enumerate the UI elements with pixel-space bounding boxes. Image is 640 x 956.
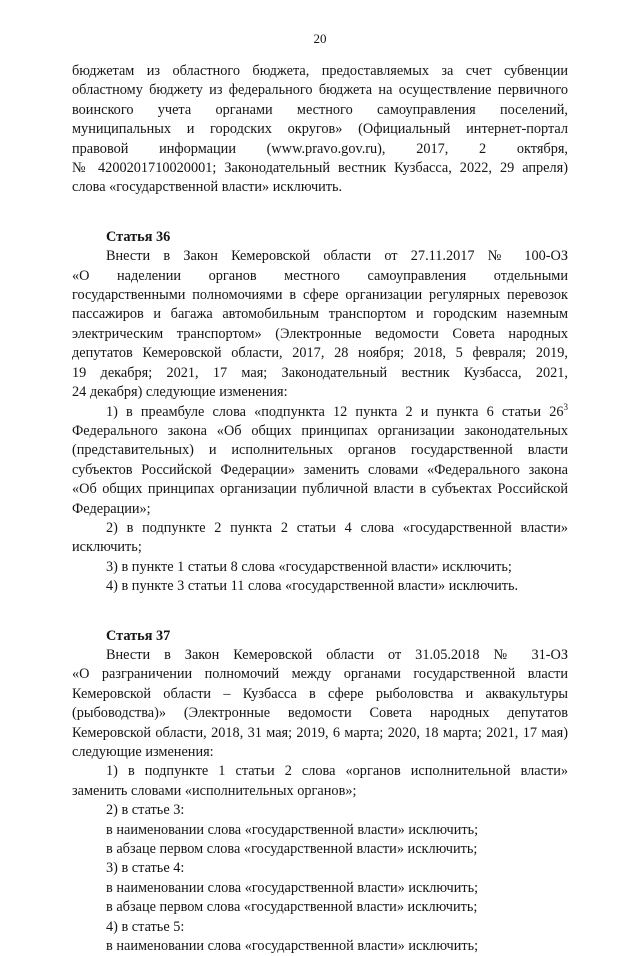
article-36-item-2 (72, 519, 568, 558)
article-36-item-1 (72, 403, 568, 519)
text-line: № 4200201710020001; Законодательный вестник Кузбасса, 2022, 29 апреля) (72, 160, 568, 177)
text-line: областному бюджету из федерального бюджета на осуществление первичного (72, 82, 568, 99)
text-line: 1) в подпункте 1 статьи 2 слова «органов исполнительной власти» (106, 763, 568, 780)
text-line: Федерального закона «Об общих принципах организации законодательных (72, 422, 568, 439)
text-line: в абзаце первом слова «государственной власти» исключить; (106, 841, 478, 858)
text-line: депутатов Кемеровской области, 2017, 28 ноября; 2018, 5 февраля; 2019, (72, 345, 568, 362)
text-line: воинского учета органами местного самоуправления поселений, (72, 101, 568, 118)
text-line: Федерации»; (72, 500, 151, 517)
article-37-intro (72, 646, 568, 762)
article-36-item-3: 3) в пункте 1 статьи 8 слова «государственной власти» исключить; (106, 558, 512, 575)
text-line: 2) в статье 3: (106, 802, 185, 819)
article-37-heading: Статья 37 (106, 627, 171, 644)
text-line: пассажиров и багажа автомобильным транспортом и городским наземным (72, 306, 568, 323)
text-line: в абзаце первом слова «государственной власти» исключить; (106, 899, 478, 916)
text-line: «Об общих принципах организации публичной власти в субъектах Российской (72, 481, 568, 498)
text-line: субъектов Российской Федерации» заменить словами «Федерального закона (72, 461, 568, 478)
article-37-item-1 (72, 762, 568, 801)
text-line: Внести в Закон Кемеровской области от 27.11.2017 № 100-ОЗ (106, 248, 568, 265)
text-line: в наименовании слова «государственной власти» исключить; (106, 938, 479, 955)
text-line: 19 декабря; 2021, 17 мая; Законодательный вестник Кузбасса, 2021, (72, 364, 568, 381)
text-line: муниципальных и городских округов» (Официальный интернет-портал (72, 121, 568, 138)
text-line: государственными полномочиями в сфере организации регулярных перевозок (72, 287, 568, 304)
text-line: (рыбоводства)» (Электронные ведомости Совета народных депутатов (72, 705, 568, 722)
article-36-heading: Статья 36 (106, 228, 171, 245)
text-line: бюджетам из областного бюджета, предоставляемых за счет субвенции (72, 63, 568, 79)
text-line: «О разграничении полномочий между органами государственной власти (72, 666, 568, 683)
text-line: 24 декабря) следующие изменения: (72, 384, 288, 401)
text-line: 2) в подпункте 2 пункта 2 статьи 4 слова «государственной власти» (106, 519, 568, 536)
text-line: электрическим транспортом» (Электронные ведомости Совета народных (72, 325, 568, 342)
intro-paragraph (72, 62, 568, 198)
text-line: «О наделении органов местного самоуправления отдельными (72, 267, 568, 284)
text-line: Кемеровской области – Кузбасса в сфере рыболовства и аквакультуры (72, 685, 568, 702)
text-line: слова «государственной власти» исключить. (72, 179, 343, 196)
text-line: правовой информации (www.pravo.gov.ru), 2017, 2 октября, (72, 140, 568, 157)
text-line (72, 403, 568, 422)
text-line: в наименовании слова «государственной власти» исключить; (106, 879, 479, 896)
text-line: следующие изменения: (72, 744, 214, 760)
text-line: Кемеровской области, 2018, 31 мая; 2019, 6 марта; 2020, 18 марта; 2021, 17 мая) (72, 724, 568, 741)
page-number: 20 (313, 31, 327, 46)
text-line: (представительных) и исполнительных органов государственной власти (72, 442, 568, 459)
document-body (72, 62, 568, 956)
text-line: заменить словами «исполнительных органов»; (72, 782, 357, 799)
text-line: 3) в статье 4: (106, 860, 185, 877)
item-text: 1) в преамбуле слова «подпункта 12 пункта 2 и пункта 6 статьи 26 (106, 403, 564, 420)
article-36-item-4: 4) в пункте 3 статьи 11 слова «государственной власти» исключить. (106, 578, 519, 595)
article-36-intro (72, 247, 568, 402)
article-37-items (72, 801, 568, 956)
text-line: 4) в статье 5: (106, 918, 185, 935)
superscript: 3 (563, 401, 568, 412)
text-line: Внести в Закон Кемеровской области от 31.05.2018 № 31-ОЗ (106, 646, 568, 663)
text-line: в наименовании слова «государственной власти» исключить; (106, 821, 479, 838)
text-line: исключить; (72, 539, 142, 556)
